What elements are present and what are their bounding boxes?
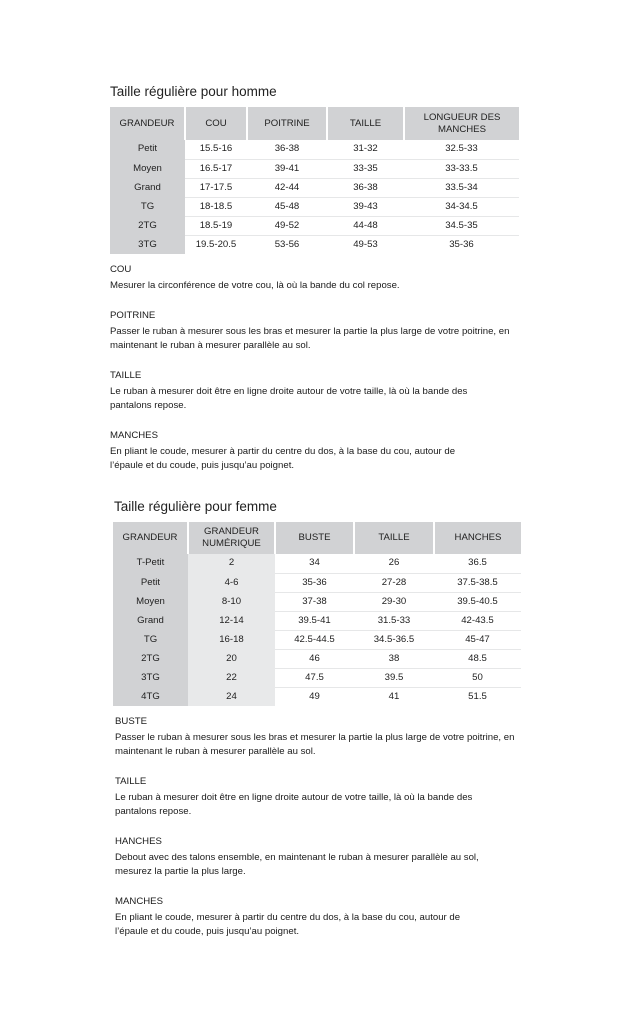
cell: 49-53	[353, 238, 378, 250]
size-label: Grand	[113, 611, 188, 630]
cell: 44-48	[327, 216, 404, 235]
numeric-size: 16-18	[188, 630, 275, 649]
cell: 47.5	[275, 668, 354, 687]
cell: 41	[388, 690, 400, 702]
size-label: 3TG	[113, 668, 188, 687]
cell: 35-36	[449, 238, 474, 250]
women-desc-hanches	[115, 835, 515, 879]
desc-heading: COU	[110, 264, 132, 275]
cell: 38	[354, 649, 434, 668]
cell: 35-36	[275, 573, 354, 592]
col-header-poitrine: POITRINE	[247, 107, 327, 140]
cell: 42.5-44.5	[275, 630, 354, 649]
cell: 16.5-17	[185, 159, 247, 178]
cell: 34.5-36.5	[354, 630, 434, 649]
cell: 48.5	[434, 649, 521, 668]
table-row	[113, 687, 521, 706]
table-header-row	[113, 522, 521, 554]
cell: 45-47	[434, 630, 521, 649]
cell: 49-52	[247, 216, 327, 235]
cell: 33.5-34	[404, 178, 519, 197]
men-desc-taille	[110, 369, 510, 413]
cell: 36-38	[247, 140, 327, 159]
cell: 39-43	[327, 197, 404, 216]
table-row	[113, 649, 521, 668]
table-row	[110, 216, 519, 235]
cell: 33-33.5	[404, 159, 519, 178]
cell: 39.5	[354, 668, 434, 687]
table-row	[113, 630, 521, 649]
numeric-size: 20	[188, 649, 275, 668]
desc-text: En pliant le coude, mesurer à partir du centre du dos, à la base du cou, autour de l’épaule et du coude, puis jusqu’au poignet.	[110, 446, 456, 471]
size-label: T-Petit	[113, 554, 188, 573]
desc-text: Passer le ruban à mesurer sous les bras et mesurer la partie la plus large de votre poitrine, en maintenant le ruban à mesurer parallèle au sol.	[110, 326, 510, 351]
men-size-title: Taille régulière pour homme	[110, 84, 277, 99]
cell: 32.5-33	[404, 140, 519, 159]
cell: 19.5-20.5	[195, 238, 237, 250]
cell: 39.5-40.5	[434, 592, 521, 611]
size-label: Moyen	[113, 592, 188, 611]
cell: 33-35	[327, 159, 404, 178]
numeric-size: 4-6	[188, 573, 275, 592]
table-row	[110, 197, 519, 216]
desc-heading: TAILLE	[110, 370, 142, 381]
col-header-taille: TAILLE	[354, 522, 434, 554]
col-header-grandeur: GRANDEUR	[113, 522, 188, 554]
cell: 27-28	[354, 573, 434, 592]
table-header-row	[110, 107, 519, 140]
col-header-hanches: HANCHES	[434, 522, 521, 554]
numeric-size: 2	[188, 554, 275, 573]
desc-heading: HANCHES	[115, 836, 162, 847]
cell: 39-41	[247, 159, 327, 178]
table-row	[110, 235, 519, 254]
cell: 34-34.5	[404, 197, 519, 216]
table-row	[110, 140, 519, 159]
size-label: 2TG	[110, 216, 185, 235]
col-header-taille: TAILLE	[327, 107, 404, 140]
numeric-size: 22	[188, 668, 275, 687]
women-desc-taille	[115, 775, 515, 819]
cell: 26	[354, 554, 434, 573]
desc-text: Le ruban à mesurer doit être en ligne droite autour de votre taille, là où la bande des pantalons repose.	[110, 386, 468, 411]
cell: 51.5	[468, 690, 487, 702]
size-label: Moyen	[110, 159, 185, 178]
women-size-title: Taille régulière pour femme	[114, 499, 277, 514]
numeric-size: 12-14	[188, 611, 275, 630]
cell: 46	[275, 649, 354, 668]
cell: 37.5-38.5	[434, 573, 521, 592]
cell: 45-48	[247, 197, 327, 216]
men-desc-manches	[110, 429, 490, 473]
men-size-table	[110, 107, 519, 254]
women-desc-manches	[115, 895, 495, 939]
table-row	[113, 592, 521, 611]
cell: 15.5-16	[185, 140, 247, 159]
numeric-size: 24	[188, 687, 275, 706]
table-row	[110, 178, 519, 197]
men-desc-poitrine	[110, 309, 510, 353]
cell: 36-38	[327, 178, 404, 197]
desc-text: Debout avec des talons ensemble, en maintenant le ruban à mesurer parallèle au sol, mesurez la partie la plus large.	[115, 852, 479, 877]
size-label: 3TG	[110, 235, 185, 254]
col-header-grandeur: GRANDEUR	[110, 107, 185, 140]
col-header-cou: COU	[185, 107, 247, 140]
cell: 18.5-19	[185, 216, 247, 235]
size-label: TG	[113, 630, 188, 649]
desc-heading: MANCHES	[115, 896, 163, 907]
desc-heading: BUSTE	[115, 716, 147, 727]
col-header-longueur-manches: LONGUEUR DES MANCHES	[404, 107, 519, 140]
cell: 31.5-33	[354, 611, 434, 630]
cell: 37-38	[275, 592, 354, 611]
cell: 39.5-41	[275, 611, 354, 630]
women-desc-buste	[115, 715, 515, 759]
desc-text: En pliant le coude, mesurer à partir du centre du dos, à la base du cou, autour de l’épaule et du coude, puis jusqu’au poignet.	[115, 912, 461, 937]
cell: 50	[434, 668, 521, 687]
cell: 34	[275, 554, 354, 573]
desc-heading: TAILLE	[115, 776, 147, 787]
cell: 17-17.5	[185, 178, 247, 197]
desc-text: Le ruban à mesurer doit être en ligne droite autour de votre taille, là où la bande des pantalons repose.	[115, 792, 473, 817]
numeric-size: 8-10	[188, 592, 275, 611]
desc-heading: MANCHES	[110, 430, 158, 441]
col-header-buste: BUSTE	[275, 522, 354, 554]
col-header-grandeur-numerique: GRANDEUR NUMÉRIQUE	[188, 522, 275, 554]
desc-text: Mesurer la circonférence de votre cou, là où la bande du col repose.	[110, 280, 400, 291]
cell: 36.5	[434, 554, 521, 573]
size-label: 2TG	[113, 649, 188, 668]
men-desc-cou	[110, 263, 530, 293]
cell: 53-56	[274, 238, 300, 250]
table-row	[113, 573, 521, 592]
cell: 31-32	[327, 140, 404, 159]
desc-heading: POITRINE	[110, 310, 156, 321]
table-row	[110, 159, 519, 178]
table-row	[113, 611, 521, 630]
size-label: 4TG	[113, 687, 188, 706]
women-size-table	[113, 522, 521, 706]
cell: 42-43.5	[434, 611, 521, 630]
cell: 49	[309, 690, 320, 702]
table-row	[113, 554, 521, 573]
table-row	[113, 668, 521, 687]
cell: 18-18.5	[185, 197, 247, 216]
size-label: Petit	[113, 573, 188, 592]
cell: 42-44	[247, 178, 327, 197]
cell: 29-30	[354, 592, 434, 611]
size-label: Petit	[110, 140, 185, 159]
desc-text: Passer le ruban à mesurer sous les bras et mesurer la partie la plus large de votre poitrine, en maintenant le ruban à mesurer parallèle au sol.	[115, 732, 515, 757]
size-label: Grand	[110, 178, 185, 197]
size-label: TG	[110, 197, 185, 216]
cell: 34.5-35	[404, 216, 519, 235]
